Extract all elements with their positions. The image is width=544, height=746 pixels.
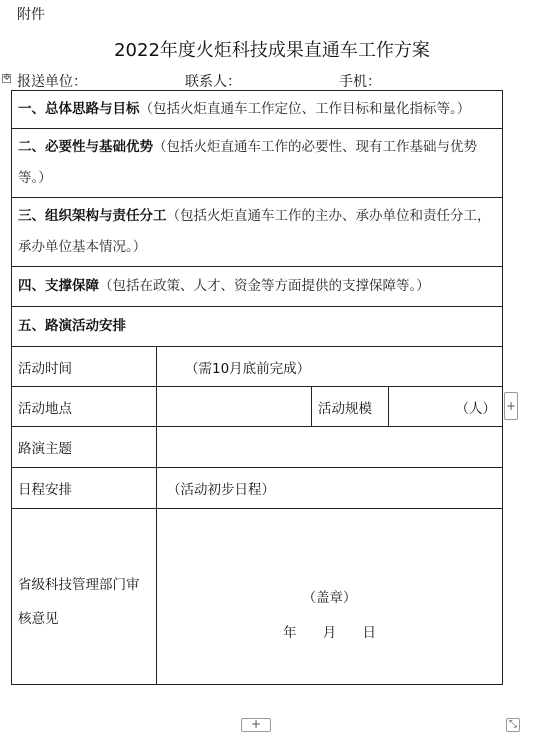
section-hint: （包括在政策、人才、资金等方面提供的支撑保障等。） [99,278,430,294]
section-organization[interactable] [12,198,503,267]
section-hint: （包括火炬直通车工作的主办、承办单位和责任分工，承办单位基本情况。） [18,208,491,255]
section-necessity-advantages[interactable] [12,129,503,198]
section-hint: （包括火炬直通车工作定位、工作目标和量化指标等。） [139,101,471,117]
section-overall-goals[interactable] [12,91,503,129]
roadshow-theme-label: 路演主题 [12,427,157,468]
date-text: 年 月 日 [282,625,377,641]
table-move-handle-icon[interactable]: ✥ [3,73,11,83]
schedule-field[interactable]: （活动初步日程） [157,468,503,509]
section-heading: 二、必要性与基础优势 [18,139,153,155]
activity-scale-field[interactable]: （人） [389,387,503,427]
add-row-button[interactable]: + [241,718,271,732]
table-resize-icon[interactable]: ⤡ [506,718,520,732]
activity-place-field[interactable] [157,387,312,427]
section-heading: 一、总体思路与目标 [18,101,140,117]
activity-scale-label: 活动规模 [312,387,389,427]
section-roadshow[interactable] [12,307,503,347]
activity-time-label: 活动时间 [12,347,157,387]
stamp-text: （盖章） [302,590,357,606]
section-heading: 四、支撑保障 [18,278,99,294]
document-title: 2022年度火炬科技成果直通车工作方案 [114,40,430,61]
section-heading: 五、路演活动安排 [18,318,126,334]
contact-person-label: 联系人： [185,74,241,90]
attachment-label: 附件 [17,7,45,23]
section-support[interactable] [12,267,503,307]
plan-form-table [11,90,503,685]
section-hint: （包括火炬直通车工作的必要性、现有工作基础与优势等。） [18,139,477,186]
approval-label: 省级科技管理部门审核意见 [12,509,157,685]
add-column-button[interactable]: + [504,392,518,420]
roadshow-theme-field[interactable] [157,427,503,468]
section-heading: 三、组织架构与责任分工 [18,208,167,224]
activity-time-field[interactable]: （需10月底前完成） [157,347,503,387]
activity-place-label: 活动地点 [12,387,157,427]
schedule-label: 日程安排 [12,468,157,509]
phone-label: 手机： [339,74,381,90]
approval-field[interactable] [157,509,503,685]
reporting-unit-label: 报送单位： [17,74,87,90]
